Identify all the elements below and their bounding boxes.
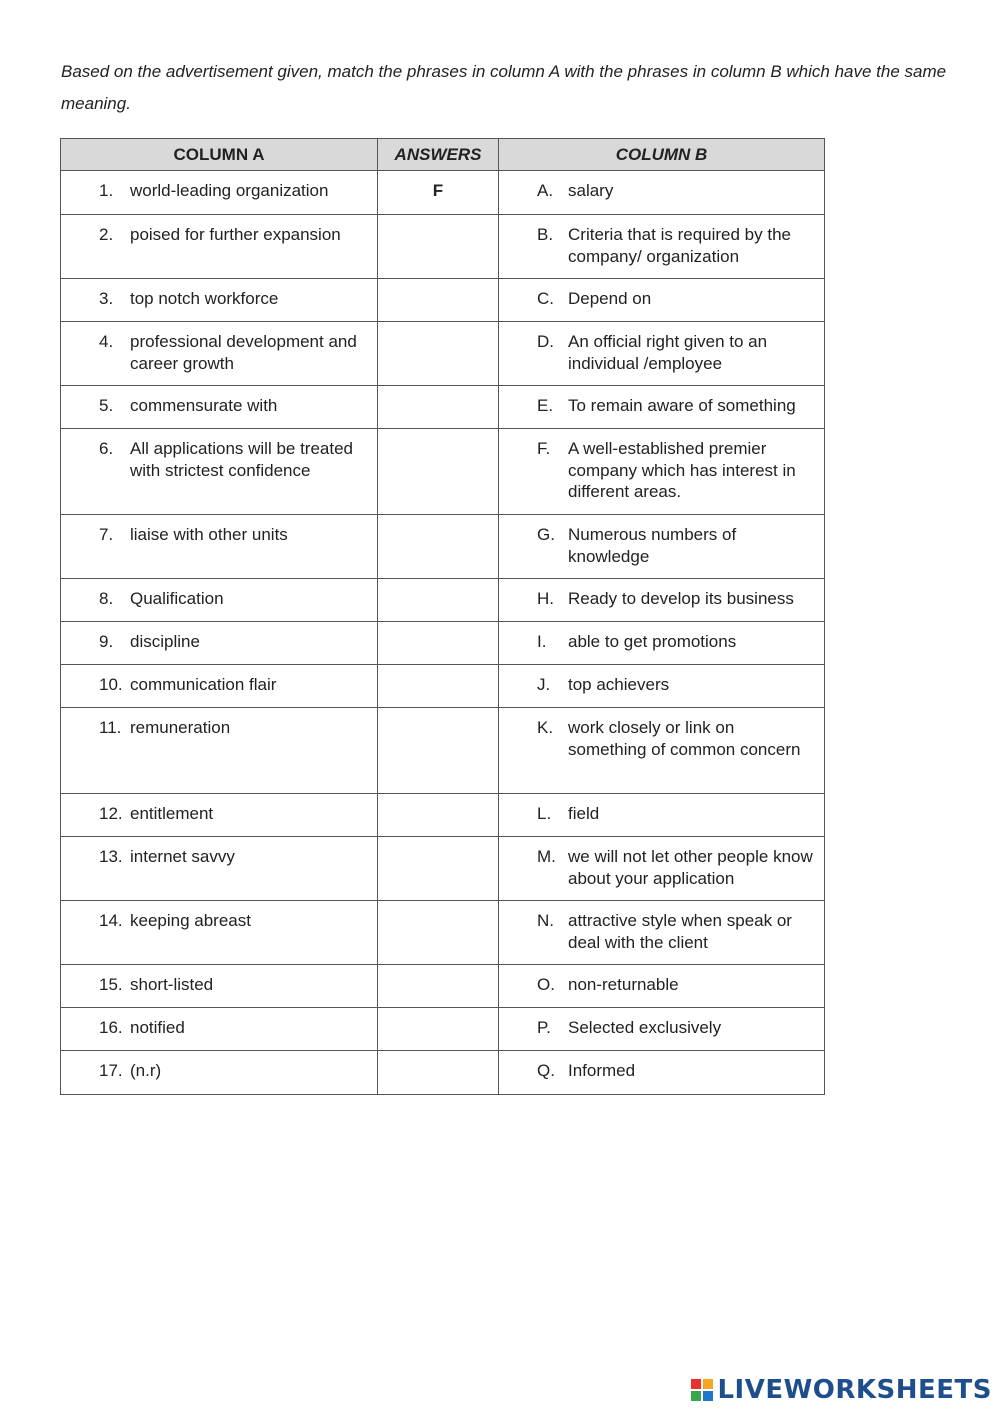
- item-number: 11.: [99, 718, 122, 737]
- answers-header: ANSWERS: [378, 139, 499, 171]
- item-number: 3.: [99, 289, 114, 308]
- column-b-phrase: top achievers: [568, 675, 670, 694]
- column-a-cell: [61, 794, 378, 837]
- column-a-header: COLUMN A: [61, 139, 378, 171]
- column-a-phrase: internet savvy: [130, 847, 235, 866]
- column-a-cell: [61, 386, 378, 429]
- table-row: [61, 901, 825, 965]
- logo-icon: [691, 1379, 713, 1401]
- column-a-phrase: poised for further expansion: [130, 225, 341, 244]
- answer-cell[interactable]: [378, 322, 499, 386]
- column-a-phrase: communication flair: [130, 675, 277, 694]
- column-a-cell: [61, 322, 378, 386]
- column-a-phrase: professional development and career growth: [130, 332, 357, 373]
- column-a-cell: [61, 901, 378, 965]
- answer-cell[interactable]: [378, 386, 499, 429]
- answer-cell[interactable]: [378, 622, 499, 665]
- column-a-phrase: Qualification: [130, 589, 224, 608]
- answer-cell[interactable]: [378, 579, 499, 622]
- column-a-cell: [61, 1008, 378, 1051]
- table-row: [61, 279, 825, 322]
- column-b-cell: [499, 901, 825, 965]
- column-b-phrase: Informed: [568, 1061, 636, 1080]
- answer-cell[interactable]: [378, 901, 499, 965]
- table-row: [61, 515, 825, 579]
- answer-value: [378, 515, 498, 524]
- table-row: [61, 579, 825, 622]
- column-a-cell: [61, 1051, 378, 1095]
- item-letter: G.: [537, 525, 555, 544]
- item-number: 9.: [99, 632, 114, 651]
- item-letter: L.: [537, 804, 552, 823]
- item-number: 8.: [99, 589, 114, 608]
- answer-value: [378, 965, 498, 974]
- item-letter: C.: [537, 289, 554, 308]
- header-row: [61, 139, 825, 171]
- column-a-phrase: top notch workforce: [130, 289, 279, 308]
- column-b-cell: [499, 965, 825, 1008]
- column-b-cell: [499, 279, 825, 322]
- item-number: 1.: [99, 181, 114, 200]
- column-a-cell: [61, 579, 378, 622]
- answer-cell[interactable]: [378, 171, 499, 215]
- answer-value: [378, 322, 498, 331]
- item-number: 14.: [99, 911, 123, 930]
- item-letter: E.: [537, 396, 554, 415]
- column-b-cell: [499, 215, 825, 279]
- item-letter: H.: [537, 589, 554, 608]
- table-row: [61, 965, 825, 1008]
- item-number: 7.: [99, 525, 114, 544]
- column-a-phrase: notified: [130, 1018, 185, 1037]
- column-a-phrase: keeping abreast: [130, 911, 251, 930]
- item-letter: D.: [537, 332, 554, 351]
- column-b-cell: [499, 622, 825, 665]
- column-b-phrase: salary: [568, 181, 614, 200]
- answer-value: [378, 1051, 498, 1060]
- item-letter: B.: [537, 225, 554, 244]
- item-letter: F.: [537, 439, 551, 458]
- item-letter: N.: [537, 911, 554, 930]
- item-letter: I.: [537, 632, 547, 651]
- column-a-cell: [61, 171, 378, 215]
- column-b-phrase: we will not let other people know about your application: [568, 847, 813, 888]
- column-b-phrase: Depend on: [568, 289, 652, 308]
- item-number: 16.: [99, 1018, 123, 1037]
- item-number: 13.: [99, 847, 123, 866]
- item-letter: K.: [537, 718, 554, 737]
- column-b-cell: [499, 515, 825, 579]
- item-number: 15.: [99, 975, 123, 994]
- answer-cell[interactable]: [378, 429, 499, 515]
- answer-cell[interactable]: [378, 515, 499, 579]
- liveworksheets-logo: [691, 1375, 992, 1405]
- item-letter: P.: [537, 1018, 551, 1037]
- answer-value: [378, 837, 498, 846]
- column-a-cell: [61, 965, 378, 1008]
- column-a-phrase: entitlement: [130, 804, 214, 823]
- answer-value: [378, 429, 498, 438]
- table-row: [61, 622, 825, 665]
- table-row: [61, 171, 825, 215]
- column-b-cell: [499, 708, 825, 794]
- column-b-phrase: non-returnable: [568, 975, 679, 994]
- column-b-header: COLUMN B: [499, 139, 825, 171]
- column-b-cell: [499, 579, 825, 622]
- item-number: 2.: [99, 225, 114, 244]
- item-number: 17.: [99, 1061, 123, 1080]
- column-b-cell: [499, 322, 825, 386]
- answer-value: [378, 579, 498, 588]
- table-row: [61, 1008, 825, 1051]
- answer-value: [378, 622, 498, 631]
- answer-cell[interactable]: [378, 965, 499, 1008]
- table-row: [61, 837, 825, 901]
- answer-value: [378, 708, 498, 717]
- column-a-cell: [61, 215, 378, 279]
- column-b-phrase: To remain aware of something: [568, 396, 796, 415]
- logo-square-green: [691, 1391, 701, 1401]
- table-row: [61, 386, 825, 429]
- column-a-phrase: All applications will be treated with strictest confidence: [130, 439, 354, 480]
- instructions: Based on the advertisement given, match the phrases in column A with the phrases in column B which have the same meaning.: [61, 62, 947, 113]
- column-b-phrase: An official right given to an individual /employee: [568, 332, 768, 373]
- column-b-cell: [499, 665, 825, 708]
- answer-value: F: [432, 181, 444, 200]
- column-a-cell: [61, 279, 378, 322]
- column-a-cell: [61, 837, 378, 901]
- column-a-phrase: world-leading organization: [130, 181, 329, 200]
- column-a-phrase: liaise with other units: [130, 525, 288, 544]
- column-a-cell: [61, 665, 378, 708]
- logo-text: LIVEWORKSHEETS: [717, 1375, 992, 1405]
- answer-value: [378, 1008, 498, 1017]
- column-a-phrase: remuneration: [130, 718, 231, 737]
- column-b-phrase: work closely or link on something of common concern: [568, 718, 801, 759]
- answer-value: [378, 665, 498, 674]
- item-letter: Q.: [537, 1061, 555, 1080]
- item-letter: M.: [537, 847, 556, 866]
- column-b-cell: [499, 171, 825, 215]
- answer-cell[interactable]: [378, 665, 499, 708]
- table-row: [61, 708, 825, 794]
- answer-cell[interactable]: [378, 1051, 499, 1095]
- table-row: [61, 665, 825, 708]
- column-b-phrase: Selected exclusively: [568, 1018, 722, 1037]
- answer-value: [378, 279, 498, 288]
- answer-value: [378, 386, 498, 395]
- logo-square-red: [691, 1379, 701, 1389]
- column-a-cell: [61, 708, 378, 794]
- column-a-cell: [61, 429, 378, 515]
- column-b-cell: [499, 386, 825, 429]
- answer-cell[interactable]: [378, 215, 499, 279]
- column-b-cell: [499, 794, 825, 837]
- column-a-cell: [61, 622, 378, 665]
- column-a-phrase: discipline: [130, 632, 200, 651]
- table-row: [61, 429, 825, 515]
- column-b-cell: [499, 1051, 825, 1095]
- table-row: [61, 322, 825, 386]
- answer-cell[interactable]: [378, 279, 499, 322]
- column-b-phrase: Numerous numbers of knowledge: [568, 525, 737, 566]
- item-letter: O.: [537, 975, 555, 994]
- item-number: 6.: [99, 439, 114, 458]
- item-number: 12.: [99, 804, 123, 823]
- column-b-cell: [499, 837, 825, 901]
- column-a-phrase: commensurate with: [130, 396, 278, 415]
- item-number: 5.: [99, 396, 114, 415]
- column-a-phrase: (n.r): [130, 1061, 162, 1080]
- answer-cell[interactable]: [378, 837, 499, 901]
- answer-cell[interactable]: [378, 708, 499, 794]
- column-b-phrase: Criteria that is required by the company/ organization: [568, 225, 791, 266]
- answer-cell[interactable]: [378, 1008, 499, 1051]
- column-b-cell: [499, 429, 825, 515]
- column-b-phrase: able to get promotions: [568, 632, 737, 651]
- column-b-phrase: field: [568, 804, 600, 823]
- item-number: 4.: [99, 332, 114, 351]
- table-row: [61, 215, 825, 279]
- answer-value: [378, 215, 498, 224]
- answer-value: [378, 901, 498, 910]
- table-row: [61, 794, 825, 837]
- answer-value: [378, 794, 498, 803]
- logo-square-orange: [703, 1379, 713, 1389]
- column-b-cell: [499, 1008, 825, 1051]
- column-b-phrase: A well-established premier company which has interest in different areas.: [568, 439, 796, 501]
- column-b-phrase: attractive style when speak or deal with the client: [568, 911, 792, 952]
- column-a-phrase: short-listed: [130, 975, 214, 994]
- item-letter: A.: [537, 181, 554, 200]
- column-b-phrase: Ready to develop its business: [568, 589, 794, 608]
- item-number: 10.: [99, 675, 123, 694]
- matching-table: [60, 138, 825, 1095]
- logo-square-blue: [703, 1391, 713, 1401]
- column-a-cell: [61, 515, 378, 579]
- table-row: [61, 1051, 825, 1095]
- item-letter: J.: [537, 675, 551, 694]
- answer-cell[interactable]: [378, 794, 499, 837]
